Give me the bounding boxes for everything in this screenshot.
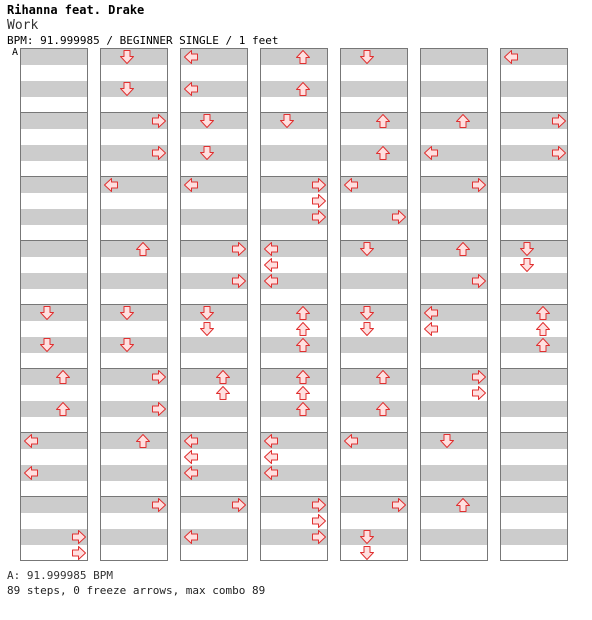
beat-stripe [21,145,87,161]
up-arrow-icon [535,321,551,337]
right-arrow-icon [71,545,87,561]
measure [500,368,568,433]
down-arrow-icon [439,433,455,449]
up-arrow-icon [535,337,551,353]
measure [340,496,408,561]
down-arrow-icon [359,241,375,257]
measure [340,432,408,497]
up-arrow-icon [295,305,311,321]
beat-stripe [341,337,407,353]
song-artist: Rihanna feat. Drake [7,3,145,17]
beat-stripe [21,241,87,257]
measure [100,432,168,497]
left-arrow-icon [183,433,199,449]
beat-stripe [421,209,487,225]
beat-stripe [501,177,567,193]
measure [340,176,408,241]
up-arrow-icon [135,241,151,257]
beat-stripe [101,529,167,545]
beat-stripe [501,497,567,513]
down-arrow-icon [359,545,375,561]
up-arrow-icon [295,369,311,385]
measure [180,240,248,305]
beat-stripe [101,273,167,289]
measure [100,496,168,561]
left-arrow-icon [183,81,199,97]
down-arrow-icon [359,305,375,321]
beat-stripe [341,401,407,417]
measure [500,48,568,113]
left-arrow-icon [103,177,119,193]
beat-stripe [21,497,87,513]
measure [100,240,168,305]
right-arrow-icon [151,369,167,385]
bpm-summary: A: 91.999985 BPM [7,569,113,582]
beat-stripe [21,209,87,225]
left-arrow-icon [183,449,199,465]
right-arrow-icon [311,529,327,545]
beat-stripe [181,337,247,353]
right-arrow-icon [311,497,327,513]
right-arrow-icon [151,145,167,161]
down-arrow-icon [359,529,375,545]
up-arrow-icon [535,305,551,321]
measure [180,432,248,497]
down-arrow-icon [39,337,55,353]
beat-stripe [261,49,327,65]
right-arrow-icon [231,497,247,513]
measure [500,112,568,177]
measure [20,112,88,177]
down-arrow-icon [359,49,375,65]
beat-stripe [21,369,87,385]
down-arrow-icon [119,337,135,353]
step-stats: 89 steps, 0 freeze arrows, max combo 89 [7,584,266,597]
measure [260,240,328,305]
beat-stripe [421,49,487,65]
beat-stripe [261,369,327,385]
left-arrow-icon [263,241,279,257]
left-arrow-icon [423,321,439,337]
left-arrow-icon [183,177,199,193]
measure [420,176,488,241]
measure [340,368,408,433]
up-arrow-icon [375,401,391,417]
measure [20,176,88,241]
down-arrow-icon [119,49,135,65]
measure [100,304,168,369]
measure [500,496,568,561]
beat-stripe [421,465,487,481]
down-arrow-icon [279,113,295,129]
right-arrow-icon [471,273,487,289]
beat-stripe [501,337,567,353]
right-arrow-icon [231,241,247,257]
beat-stripe [421,241,487,257]
measure [20,240,88,305]
measure [260,368,328,433]
beat-stripe [21,401,87,417]
right-arrow-icon [311,209,327,225]
right-arrow-icon [311,513,327,529]
down-arrow-icon [199,321,215,337]
beat-stripe [421,529,487,545]
up-arrow-icon [135,433,151,449]
beat-stripe [21,177,87,193]
measure [420,112,488,177]
beat-stripe [261,81,327,97]
measure [100,368,168,433]
up-arrow-icon [215,385,231,401]
measure [20,304,88,369]
measure [420,432,488,497]
measure [420,304,488,369]
bpm-marker-label: A [12,47,19,58]
left-arrow-icon [423,305,439,321]
measure [260,48,328,113]
left-arrow-icon [263,465,279,481]
measure [500,240,568,305]
beat-stripe [421,497,487,513]
beat-stripe [341,145,407,161]
up-arrow-icon [295,337,311,353]
left-arrow-icon [183,49,199,65]
down-arrow-icon [519,257,535,273]
left-arrow-icon [263,449,279,465]
beat-stripe [181,401,247,417]
up-arrow-icon [375,369,391,385]
measure [420,496,488,561]
down-arrow-icon [199,305,215,321]
beat-stripe [341,273,407,289]
beat-stripe [21,81,87,97]
beat-stripe [501,369,567,385]
right-arrow-icon [551,113,567,129]
beat-stripe [341,81,407,97]
measure [420,240,488,305]
right-arrow-icon [391,209,407,225]
right-arrow-icon [311,193,327,209]
beat-stripe [501,273,567,289]
down-arrow-icon [199,145,215,161]
beat-stripe [261,337,327,353]
measure [500,176,568,241]
measure [20,368,88,433]
beat-stripe [501,209,567,225]
left-arrow-icon [423,145,439,161]
down-arrow-icon [519,241,535,257]
measure [260,496,328,561]
measure [340,112,408,177]
beat-stripe [181,369,247,385]
measure [260,304,328,369]
up-arrow-icon [375,113,391,129]
beat-stripe [341,113,407,129]
measure [20,48,88,113]
right-arrow-icon [471,385,487,401]
beat-stripe [181,209,247,225]
measure [420,48,488,113]
beat-stripe [101,465,167,481]
beat-stripe [101,433,167,449]
left-arrow-icon [343,177,359,193]
up-arrow-icon [295,401,311,417]
left-arrow-icon [183,529,199,545]
left-arrow-icon [23,433,39,449]
up-arrow-icon [455,497,471,513]
beat-stripe [421,113,487,129]
beat-stripe [421,401,487,417]
measure [500,304,568,369]
up-arrow-icon [295,321,311,337]
measure [500,432,568,497]
up-arrow-icon [295,81,311,97]
up-arrow-icon [455,241,471,257]
measure [100,176,168,241]
beat-stripe [261,145,327,161]
up-arrow-icon [375,145,391,161]
beat-stripe [501,401,567,417]
beat-stripe [421,337,487,353]
right-arrow-icon [71,529,87,545]
left-arrow-icon [263,273,279,289]
down-arrow-icon [119,305,135,321]
left-arrow-icon [263,433,279,449]
beat-stripe [501,433,567,449]
measure [180,368,248,433]
measure [260,176,328,241]
chart-info: BPM: 91.999985 / BEGINNER SINGLE / 1 feet [7,34,279,47]
measure [340,304,408,369]
left-arrow-icon [503,49,519,65]
measure [420,368,488,433]
right-arrow-icon [471,177,487,193]
measure [180,176,248,241]
measure [100,112,168,177]
beat-stripe [341,369,407,385]
right-arrow-icon [151,401,167,417]
up-arrow-icon [455,113,471,129]
right-arrow-icon [311,177,327,193]
measure [180,496,248,561]
measure [260,432,328,497]
down-arrow-icon [119,81,135,97]
measure [180,304,248,369]
right-arrow-icon [231,273,247,289]
up-arrow-icon [295,385,311,401]
left-arrow-icon [263,257,279,273]
measure [20,496,88,561]
measure [180,48,248,113]
right-arrow-icon [471,369,487,385]
right-arrow-icon [151,497,167,513]
beat-stripe [21,113,87,129]
left-arrow-icon [343,433,359,449]
right-arrow-icon [551,145,567,161]
beat-stripe [21,49,87,65]
beat-stripe [261,401,327,417]
beat-stripe [261,305,327,321]
up-arrow-icon [215,369,231,385]
right-arrow-icon [151,113,167,129]
left-arrow-icon [183,465,199,481]
measure [340,240,408,305]
down-arrow-icon [39,305,55,321]
beat-stripe [21,273,87,289]
measure [20,432,88,497]
beat-stripe [501,305,567,321]
beat-stripe [501,529,567,545]
left-arrow-icon [23,465,39,481]
down-arrow-icon [359,321,375,337]
beat-stripe [501,465,567,481]
up-arrow-icon [55,369,71,385]
measure [260,112,328,177]
beat-stripe [341,465,407,481]
down-arrow-icon [199,113,215,129]
beat-stripe [101,209,167,225]
up-arrow-icon [295,49,311,65]
song-title: Work [7,18,39,33]
up-arrow-icon [55,401,71,417]
measure [340,48,408,113]
beat-stripe [101,241,167,257]
measure [180,112,248,177]
beat-stripe [501,81,567,97]
beat-stripe [421,81,487,97]
right-arrow-icon [391,497,407,513]
measure [100,48,168,113]
